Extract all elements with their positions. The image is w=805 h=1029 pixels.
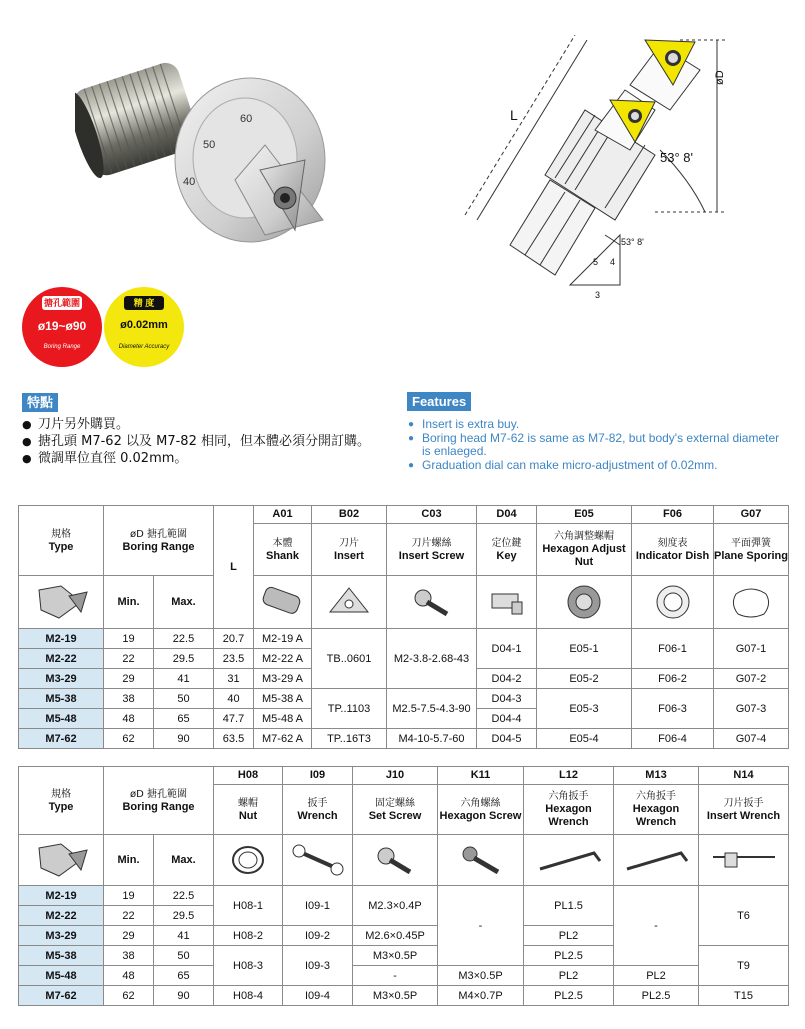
cell-hex-wrench: PL2.5: [524, 946, 614, 966]
cell-max: 90: [154, 986, 214, 1006]
shank-icon: [254, 576, 312, 629]
cell-key: D04-5: [477, 729, 537, 749]
col-name: 六角調整螺帽 Hexagon Adjust Nut: [537, 524, 632, 576]
cell-max: 65: [154, 709, 214, 729]
cell-set-screw: M3×0.5P: [353, 946, 438, 966]
table-row-type: M5-38: [19, 946, 104, 966]
col-name: 螺帽 Nut: [214, 785, 283, 835]
col-code: M13: [614, 767, 699, 785]
col-name: 平面彈簧 Plane Sporing: [714, 524, 789, 576]
cell-min: 62: [104, 729, 154, 749]
badge-sub: Diameter Accuracy: [118, 344, 170, 350]
cell-nut: H08-2: [214, 926, 283, 946]
col-code: K11: [438, 767, 524, 785]
accuracy-badge: [104, 287, 184, 367]
cell-insert-wrench: T6: [699, 886, 789, 946]
col-name: 扳手 Wrench: [283, 785, 353, 835]
triangle-side-4: 4: [610, 257, 616, 267]
cell-min: 38: [104, 946, 154, 966]
triangle-angle: 53° 8': [621, 237, 644, 247]
table-row-type: M7-62: [19, 986, 104, 1006]
cell-min: 19: [104, 886, 154, 906]
cell-key: D04-1: [477, 629, 537, 669]
cell-hex-wrench-2: PL2: [614, 966, 699, 986]
cell-max: 90: [154, 729, 214, 749]
length-label: L: [510, 107, 518, 123]
cell-max: 29.5: [154, 649, 214, 669]
parts-table-1: [18, 505, 789, 749]
insert-screw-icon: [387, 576, 477, 629]
dial-number: 60: [240, 113, 253, 125]
boring-head-icon: [19, 835, 104, 886]
angle-label: 53° 8': [660, 150, 693, 165]
col-code: E05: [537, 506, 632, 524]
col-code: D04: [477, 506, 537, 524]
col-code: A01: [254, 506, 312, 524]
col-name: 刀片螺絲 Insert Screw: [387, 524, 477, 576]
min-header: Min.: [104, 576, 154, 629]
badge-head: 搪孔範圍: [43, 298, 80, 308]
cell-hex-wrench: PL1.5: [524, 886, 614, 926]
cell-nut: E05-3: [537, 689, 632, 729]
cell-min: 22: [104, 649, 154, 669]
cell-hex-wrench-2: -: [614, 886, 699, 966]
type-header: 規格 Type: [19, 506, 104, 576]
cell-dish: F06-3: [632, 689, 714, 729]
cell-nut: H08-1: [214, 886, 283, 926]
cell-key: D04-3: [477, 689, 537, 709]
cell-dish: F06-1: [632, 629, 714, 669]
cell-insert-screw: M4-10-5.7-60: [387, 729, 477, 749]
col-code: C03: [387, 506, 477, 524]
range-header: øD 搪孔範圍 Boring Range: [104, 506, 214, 576]
feature-item: ● Boring head M7-62 is same as M7-82, but body's external diameter is enlaeged.: [408, 432, 788, 459]
length-header: L: [214, 506, 254, 629]
table-row-type: M2-22: [19, 649, 104, 669]
badge-sub: Boring Range: [43, 344, 81, 350]
cell-dish: F06-4: [632, 729, 714, 749]
indicator-dish-icon: [632, 576, 714, 629]
col-code: H08: [214, 767, 283, 785]
dial-number: 50: [203, 139, 216, 151]
cell-nut: E05-2: [537, 669, 632, 689]
features-en-title: Features: [407, 392, 471, 411]
cell-shank: M3-29 A: [254, 669, 312, 689]
cell-set-screw: M2.3×0.4P: [353, 886, 438, 926]
cell-length: 63.5: [214, 729, 254, 749]
max-header: Max.: [154, 835, 214, 886]
cell-shank: M2-22 A: [254, 649, 312, 669]
cell-nut: E05-4: [537, 729, 632, 749]
technical-diagram: [455, 30, 800, 305]
cell-shank: M2-19 A: [254, 629, 312, 649]
features-en-list: [408, 418, 788, 472]
cell-wrench: I09-3: [283, 946, 353, 986]
triangle-side-5: 5: [593, 257, 599, 267]
product-photo: [75, 30, 345, 260]
badge-head: 精 度: [124, 296, 164, 310]
col-code: N14: [699, 767, 789, 785]
cell-max: 65: [154, 966, 214, 986]
cell-wrench: I09-4: [283, 986, 353, 1006]
boring-range-badge: [22, 287, 102, 367]
cell-hex-wrench: PL2.5: [524, 986, 614, 1006]
cell-set-screw: -: [353, 966, 438, 986]
feature-item: ● 刀片另外購買。: [22, 416, 382, 433]
cell-max: 22.5: [154, 629, 214, 649]
cell-insert-screw: M2-3.8-2.68-43: [387, 629, 477, 689]
cell-max: 50: [154, 946, 214, 966]
feature-item: ● Graduation dial can make micro-adjustment of 0.02mm.: [408, 459, 788, 473]
features-zh-title: 特點: [22, 393, 58, 412]
table-row-type: M3-29: [19, 669, 104, 689]
cell-min: 19: [104, 629, 154, 649]
col-name: 刻度表 Indicator Dish: [632, 524, 714, 576]
cell-max: 41: [154, 926, 214, 946]
cell-min: 48: [104, 709, 154, 729]
col-code: F06: [632, 506, 714, 524]
col-name: 定位鍵 Key: [477, 524, 537, 576]
cell-min: 38: [104, 689, 154, 709]
col-code: G07: [714, 506, 789, 524]
col-name: 六角扳手 Hexagon Wrench: [524, 785, 614, 835]
badge-value: ø0.02mm: [120, 319, 168, 331]
col-name: 本體 Shank: [254, 524, 312, 576]
cell-shank: M5-48 A: [254, 709, 312, 729]
hex-wrench-icon: [524, 835, 614, 886]
cell-insert-wrench: T15: [699, 986, 789, 1006]
type-header: 規格 Type: [19, 767, 104, 835]
cell-nut: E05-1: [537, 629, 632, 669]
badge-value: ø19~ø90: [37, 319, 87, 333]
col-name: 刀片扳手 Insert Wrench: [699, 785, 789, 835]
hex-wrench-icon: [614, 835, 699, 886]
cell-set-screw: M3×0.5P: [353, 986, 438, 1006]
table-row-type: M2-19: [19, 629, 104, 649]
cell-spring: G07-1: [714, 629, 789, 669]
insert-icon: [312, 576, 387, 629]
table-row-type: M7-62: [19, 729, 104, 749]
cell-min: 29: [104, 926, 154, 946]
cell-min: 48: [104, 966, 154, 986]
cell-length: 20.7: [214, 629, 254, 649]
cell-hex-wrench-2: PL2.5: [614, 986, 699, 1006]
cell-wrench: I09-1: [283, 886, 353, 926]
key-icon: [477, 576, 537, 629]
cell-min: 22: [104, 906, 154, 926]
dial-number: 40: [183, 176, 196, 188]
cell-insert: TP..16T3: [312, 729, 387, 749]
table-row-type: M5-38: [19, 689, 104, 709]
col-name: 六角扳手 Hexagon Wrench: [614, 785, 699, 835]
boring-head-icon: [19, 576, 104, 629]
col-code: J10: [353, 767, 438, 785]
cell-hex-wrench: PL2: [524, 966, 614, 986]
cell-insert-screw: M2.5-7.5-4.3-90: [387, 689, 477, 729]
cell-insert: TB..0601: [312, 629, 387, 689]
nut-icon: [214, 835, 283, 886]
feature-item: ● 微調單位直徑 0.02mm。: [22, 450, 382, 467]
cell-key: D04-4: [477, 709, 537, 729]
col-code: B02: [312, 506, 387, 524]
cell-shank: M5-38 A: [254, 689, 312, 709]
cell-length: 23.5: [214, 649, 254, 669]
insert-wrench-icon: [699, 835, 789, 886]
set-screw-icon: [353, 835, 438, 886]
cell-key: D04-2: [477, 669, 537, 689]
cell-max: 50: [154, 689, 214, 709]
col-code: L12: [524, 767, 614, 785]
cell-nut: H08-3: [214, 946, 283, 986]
cell-set-screw: M2.6×0.45P: [353, 926, 438, 946]
od-label: øD: [714, 70, 726, 85]
parts-table-2: [18, 766, 789, 1006]
cell-nut: H08-4: [214, 986, 283, 1006]
table-row-type: M5-48: [19, 966, 104, 986]
cell-insert: TP..1103: [312, 689, 387, 729]
cell-hex-screw: -: [438, 886, 524, 966]
cell-max: 29.5: [154, 906, 214, 926]
cell-wrench: I09-2: [283, 926, 353, 946]
cell-max: 41: [154, 669, 214, 689]
table-row-type: M3-29: [19, 926, 104, 946]
plane-spring-icon: [714, 576, 789, 629]
cell-length: 40: [214, 689, 254, 709]
feature-item: ● Insert is extra buy.: [408, 418, 788, 432]
max-header: Max.: [154, 576, 214, 629]
hex-screw-icon: [438, 835, 524, 886]
cell-shank: M7-62 A: [254, 729, 312, 749]
cell-spring: G07-2: [714, 669, 789, 689]
wrench-icon: [283, 835, 353, 886]
features-zh-list: [22, 416, 382, 467]
feature-item: ● 搪孔頭 M7-62 以及 M7-82 相同，但本體必須分開訂購。: [22, 433, 382, 450]
col-name: 六角螺絲 Hexagon Screw: [438, 785, 524, 835]
cell-hex-screw: M3×0.5P: [438, 966, 524, 986]
cell-hex-screw: M4×0.7P: [438, 986, 524, 1006]
cell-max: 22.5: [154, 886, 214, 906]
cell-insert-wrench: T9: [699, 946, 789, 986]
range-header: øD 搪孔範圍 Boring Range: [104, 767, 214, 835]
table-row-type: M2-22: [19, 906, 104, 926]
col-code: I09: [283, 767, 353, 785]
table-row-type: M2-19: [19, 886, 104, 906]
cell-min: 62: [104, 986, 154, 1006]
cell-spring: G07-3: [714, 689, 789, 729]
cell-hex-wrench: PL2: [524, 926, 614, 946]
table-row-type: M5-48: [19, 709, 104, 729]
triangle-side-3: 3: [595, 290, 601, 300]
cell-dish: F06-2: [632, 669, 714, 689]
col-name: 固定螺絲 Set Screw: [353, 785, 438, 835]
adjust-nut-icon: [537, 576, 632, 629]
cell-spring: G07-4: [714, 729, 789, 749]
min-header: Min.: [104, 835, 154, 886]
cell-min: 29: [104, 669, 154, 689]
cell-length: 47.7: [214, 709, 254, 729]
cell-length: 31: [214, 669, 254, 689]
col-name: 刀片 Insert: [312, 524, 387, 576]
